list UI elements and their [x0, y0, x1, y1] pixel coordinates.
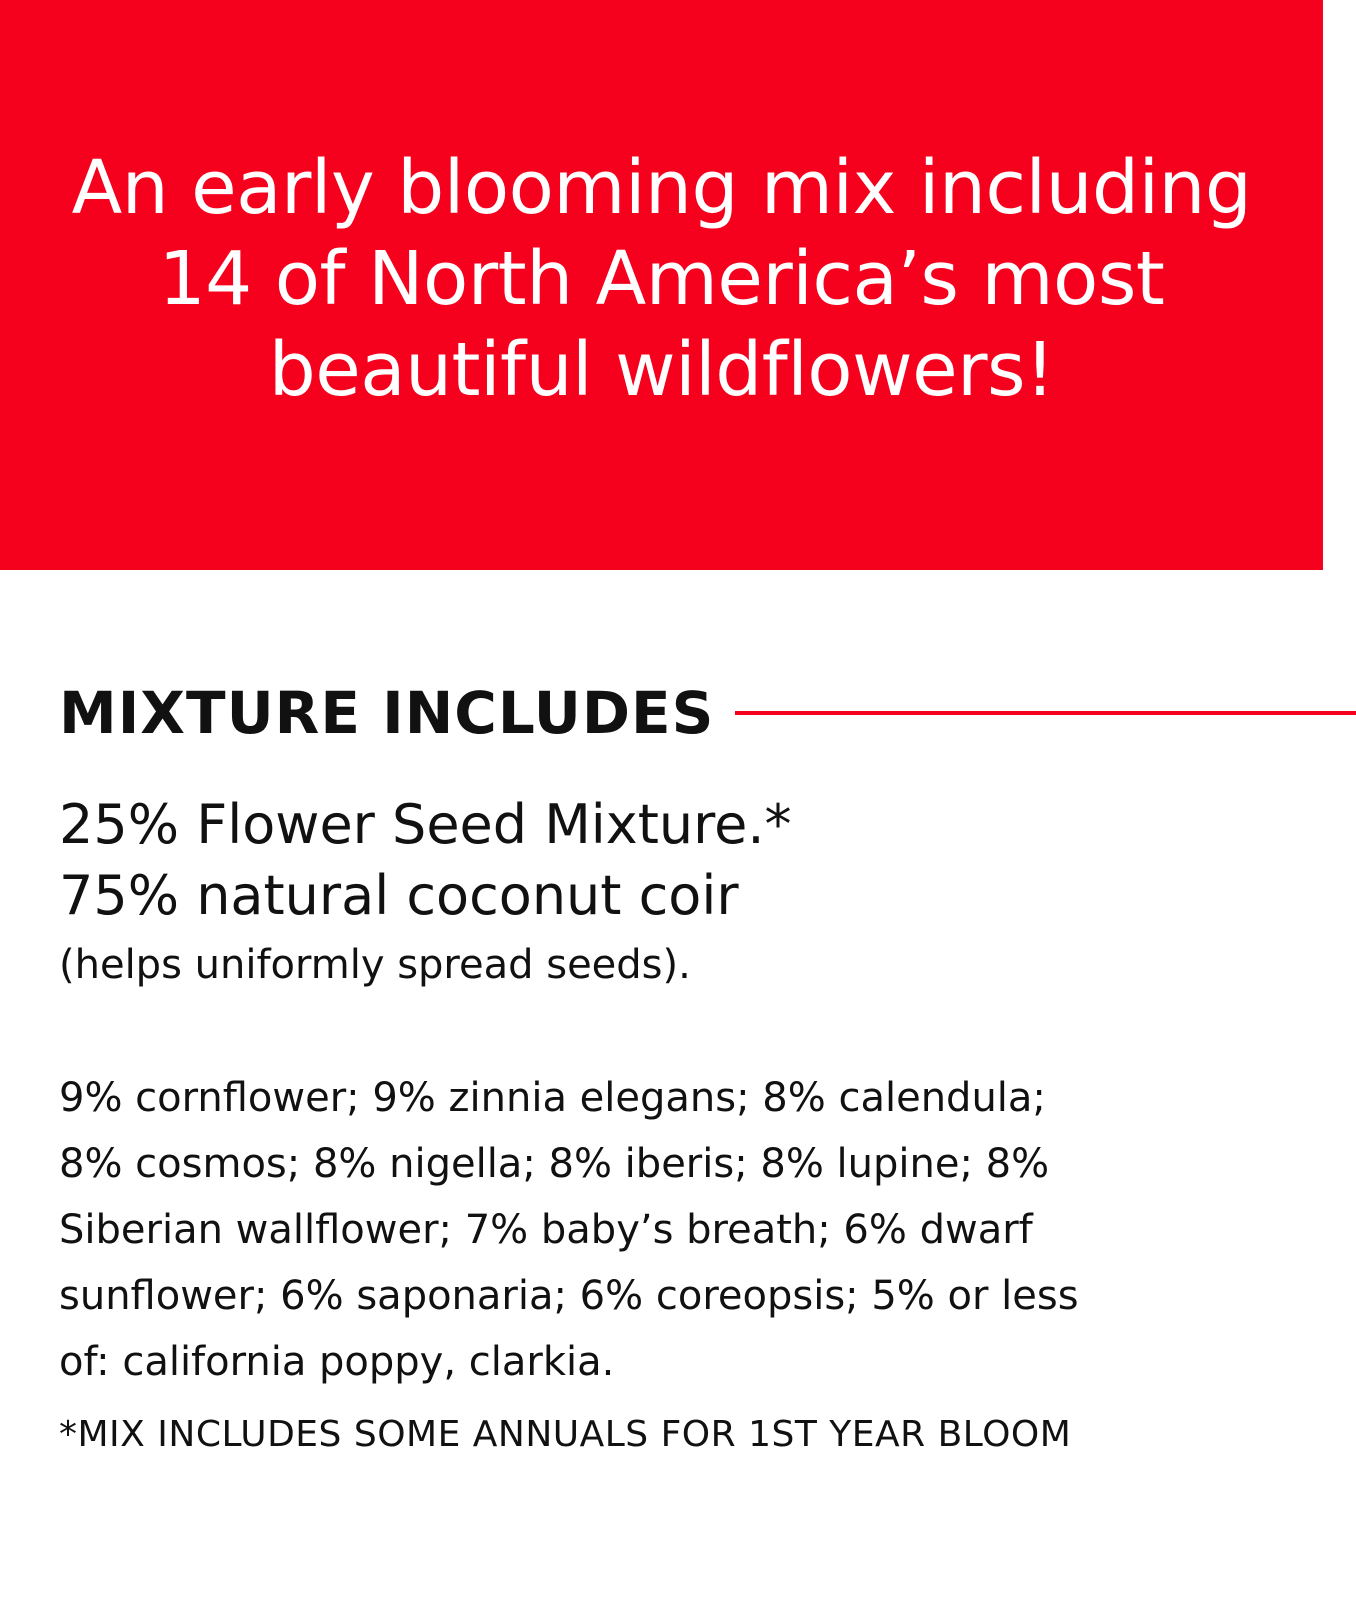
- mixture-heading: MIXTURE INCLUDES: [59, 679, 715, 747]
- mixture-heading-row: [59, 678, 1356, 748]
- annuals-footnote: *MIX INCLUDES SOME ANNUALS FOR 1ST YEAR BLOOM: [59, 1414, 1072, 1455]
- ingredients-list: [59, 1065, 1229, 1395]
- ingredients-line: sunflower; 6% saponaria; 6% coreopsis; 5% or less: [59, 1273, 1079, 1319]
- headline-line-2: 14 of North America’s most: [158, 236, 1165, 322]
- headline-line-1: An early blooming mix including: [71, 145, 1252, 231]
- headline-banner: [0, 0, 1323, 570]
- coconut-coir-percentage: 75% natural coconut coir: [59, 864, 739, 927]
- ingredients-line: 8% cosmos; 8% nigella; 8% iberis; 8% lupine; 8%: [59, 1141, 1050, 1187]
- heading-divider-line: [735, 711, 1356, 715]
- ingredients-line: of: california poppy, clarkia.: [59, 1339, 615, 1385]
- ingredients-line: Siberian wallflower; 7% baby’s breath; 6% dwarf: [59, 1207, 1033, 1253]
- flower-seed-percentage: 25% Flower Seed Mixture.*: [59, 793, 792, 856]
- ingredients-line: 9% cornflower; 9% zinnia elegans; 8% calendula;: [59, 1075, 1046, 1121]
- coir-note: (helps uniformly spread seeds).: [59, 942, 691, 988]
- headline-line-3: beautiful wildflowers!: [268, 327, 1055, 413]
